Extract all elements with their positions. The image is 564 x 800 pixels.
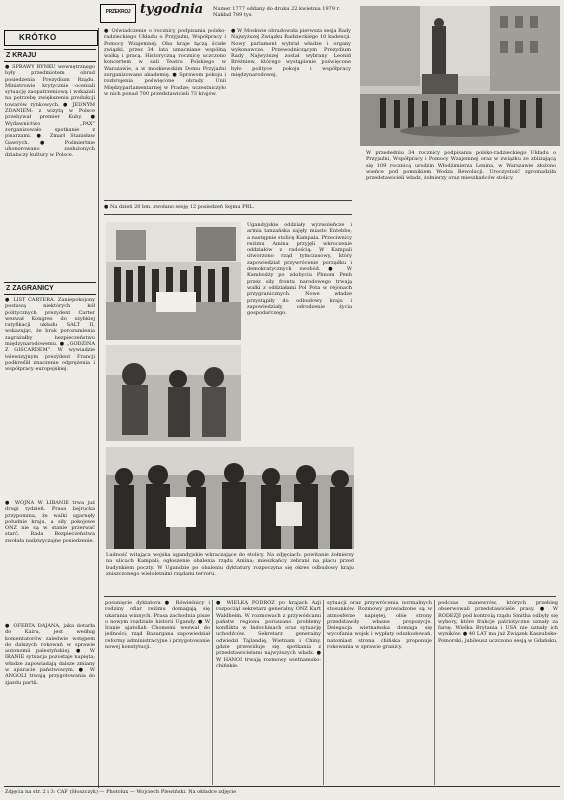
logo-text: PRZEKRÓJ: [105, 9, 131, 15]
bottom-col2: ● WIELKĄ PODRÓŻ po krajach Azji rozpoczął sekretarz generalny ONZ Kurt Waldheim. W rozmowach z przywódcami państw regionu poruszano problemy konfliktu w Indochinach oraz sytuację uchodźców. Sekretarz generalny odwiedzi Tajlandię, Wietnam i Chiny, gdzie przewiduje się spotkania z przedstawicielami najwyższych władz. ● W HANOI trwają rozmowy wietnamsko-chińskie.: [216, 600, 321, 669]
masthead: [100, 2, 350, 24]
wojna-text: ● WOJNA W LIBANIE trwa już drugi tydzień. Prasa bejrucka przypomina, że walki ogarnęły południe kraju, a siły pokojowe ONZ nie są w stanie przerwać starć. Rada Bezpieczeństwa zwołała nadzwyczajne posiedzenie.: [5, 500, 95, 544]
top-photo-caption: W przededniu 34 rocznicy podpisania polsko-radzieckiego Układu o Przyjaźni, Współpracy i Pomocy Wzajemnej oraz w związku ze zbliżającą się 109 rocznicą urodzin Włodzimierza Lenina, w Warszawie złożono wieńce pod pomnikiem Wodza Rewolucji. Uroczystość zgromadziła przedstawicieli władz, żołnierzy oraz mieszkańców stolicy.: [366, 150, 556, 182]
lenin-monument-image: [360, 6, 560, 146]
issue-info: Numer 1777 oddany do druku 22 kwietnia 1979 r. Nakład 789 tys.: [213, 6, 341, 18]
center-full-line: ● Na dzień 20 bm. zwołano sesję 12 posiedzeń Sejmu PRL.: [104, 204, 255, 210]
oferta-text: ● OFERTA DAJANA, jaka dotarła do Kairu, jest według komentatorów zaledwie wstępem do dalszych rokowań w sprawie autonomii palestyńskiej. ● W IRANIE sytuacja pozostaje napięta; władze zapowiadają dalsze zmiany w aparacie państwowym. ● W ANGOLI trwają przygotowania do zjazdu partii.: [5, 623, 95, 686]
z-kraju-header: Z KRAJU: [6, 52, 37, 59]
center-col1: ● Oświadczenie o rocznicy podpisania polsko-radzieckiego Układu o Przyjaźni, Współpracy i Pomocy Wzajemnej. Oba kraje łączą ścisłe związki, przez 34 lata umacniane wspólną walką i pracą. Historyczną rocznicę uczczono koncertem w sali Teatru Polskiego w Warszawie, a w moskiewskim Domu Przyjaźni zorganizowano akademię. ● Sprawom pokoju i rozbrojenia poświęcone obrady Unii Międzyparlamentarnej w Pradze; uczestniczyło w nich ponad 700 przedstawicieli 73 krajów.: [104, 28, 226, 97]
uganda-soldiers-image: [106, 345, 241, 441]
uganda-crowd-image: [106, 222, 241, 340]
bottom-col4: podczas manewrów, których przebieg obserwowali przedstawiciele prasy. ● W RODEZJI pod kontrolą rządu Smitha odbyły się wybory, które frakcje patriotyczne uznały za farsę. Wielka Brytania i USA nie uznały ich wyników. ● 40 LAT ma już Związek Kaszubsko-Pomorski; jubileusz uczczono sesją w Gdańsku.: [438, 600, 558, 644]
uganda-photo-1: [106, 222, 241, 340]
section-title: tygodnia: [140, 2, 204, 17]
z-kraju-text: ● SPRAWY RYNKU wewnętrznego były przedmiotem obrad posiedzenia Prezydium Rządu. Ministrowie krytycznie oceniali sytuację zaopatrzeniową i wskazali na potrzebę zwiększenia produkcji towarów rynkowych. ● JEDNYM ZDANIEM: z wizytą w Polsce przebywał premier Kuby. ● Wydawnictwo „PAX” zorganizowało spotkanie z pisarzami. ● Zmarł Stanisław Gawrych. ● Pośmiertnie uhonorowano zasłużonych działaczy kultury w Polsce.: [5, 64, 95, 159]
uganda-celebration-image: [106, 447, 354, 549]
z-zagranicy-header: Z ZAGRANICY: [6, 285, 54, 292]
center-col2: ● W Moskwie obradowała pierwsza sesja Rady Najwyższej Związku Radzieckiego 10 kadencji. Nowy parlament wybrał władze i organy wykonawcze. Przewodniczącym Prezydium Rady Najwyższej został wybrany Leonid Breżniew, którego wystąpienie poświęcone było polityce pokoju i współpracy międzynarodowej.: [231, 28, 351, 79]
uganda-photo-2: [106, 345, 241, 441]
lenin-monument-photo: [360, 6, 560, 146]
krotko-box: [4, 30, 98, 46]
logo-box: [100, 4, 136, 23]
bottom-col1: posunięcie dyktatora ● Rówieśnicy i rodziny ofiar reżimu domagają się ukarania winnych. Prasa zachodnia pisze o nowym rozdziale historii Ugandy. ● W Iranie ajatollah Chomeini wezwał do jedności; rząd Bazargana zapowiedział reformy administracyjne i przygotowanie nowej konstytucji.: [105, 600, 210, 651]
footer-credits: Zdjęcia na str. 2 i 3: CAF (Słoszczyk) — Photolux — Wojciech Plewiński. Na okładce zdjęcie: [5, 789, 237, 795]
bottom-caption: Ludność witająca wojska ugandyjskie wkraczające do stolicy. Na zdjęciach: powitanie żołnierzy na ulicach Kampali; ogłoszenie obalenia rządu Amina; mieszkańcy zebrani na placu przed budynkiem poczty. W Ugandzie po obaleniu dyktatury rozpoczyna się okres odbudowy kraju zniszczonego wieloletnimi rządami terroru.: [106, 552, 354, 577]
center-side-text: Ugandyjskie oddziały wyzwoleńcze i armia tanzańska zajęły miasto Entebbe, a następnie stolicę Kampala. Przeciwnicy reżimu Amina przyjęli wkroczenie oddziałów z radością. W Kampali utworzono rząd tymczasowy, który zapowiedział przywrócenie porządku i demokratycznych swobód. ● W Kambodży po zdobyciu Phnom Penh przez siły frontu narodowego trwają walki z oddziałami Pol Pota w rejonach przygranicznych. Nowe władze przystąpiły do odbudowy kraju i zapowiedziały odrodzenie życia gospodarczego.: [247, 222, 352, 317]
krotko-title: KRÓTKO: [19, 33, 57, 42]
z-zagranicy-text: ● LIST CARTERA. Zaniepokojony postawą niektórych kół politycznych prezydent Carter wezwał Kongres do szybkiej ratyfikacji układu SALT II, wskazując, że brak porozumienia zagrażałby bezpieczeństwu międzynarodowemu. ● „GODZINA Z GISCARDEM”. W wywiadzie telewizyjnym prezydent Francji podkreślił znaczenie odprężenia i współpracy europejskiej.: [5, 297, 95, 373]
bottom-col3: sytuacji oraz przywrócenia normalnych stosunków. Rozmowy prowadzone są w atmosferze napiętej, obie strony przedstawiły własne propozycje. Delegacja wietnamska domaga się wycofania wojsk i wypłaty odszkodowań, natomiast strona chińska proponuje rokowania w sprawie granicy.: [327, 600, 432, 651]
uganda-photo-3: [106, 447, 354, 549]
